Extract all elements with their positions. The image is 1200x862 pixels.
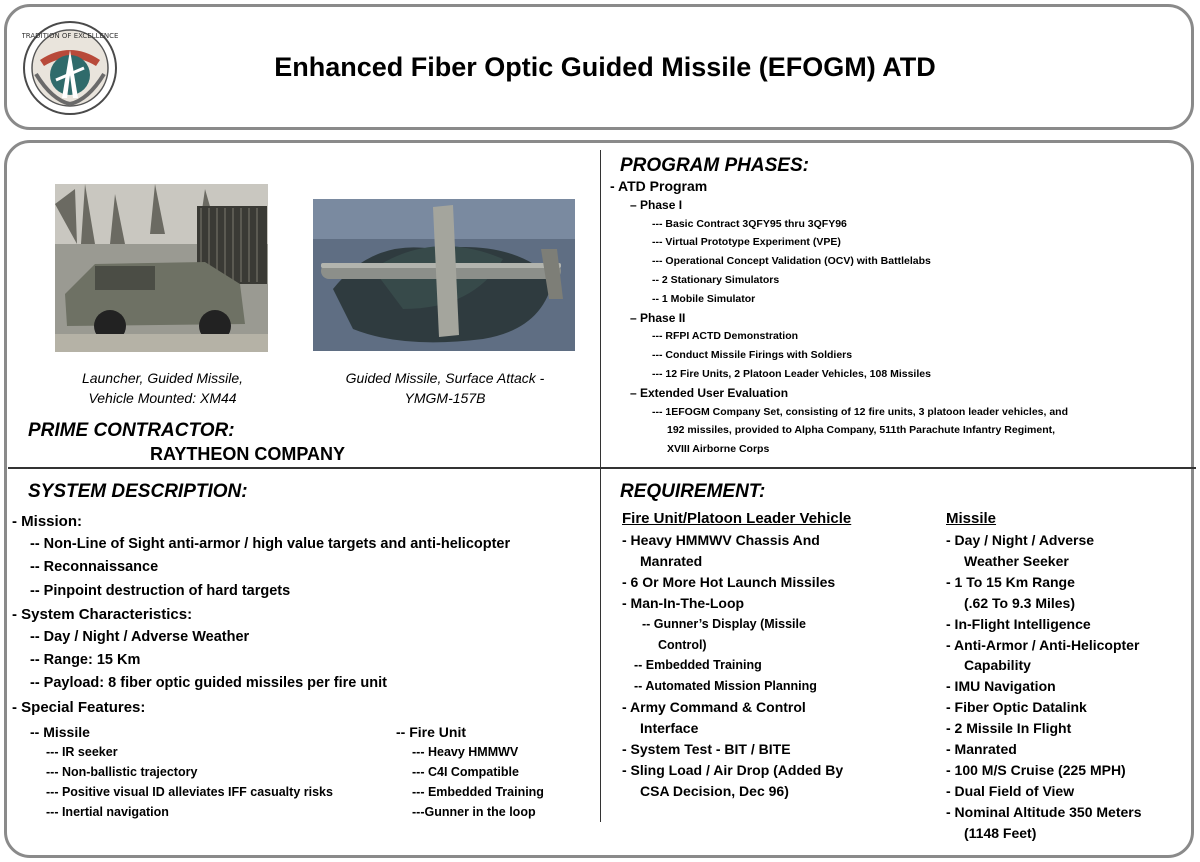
missile-requirement-item: (1148 Feet) (964, 824, 1037, 841)
page-title: Enhanced Fiber Optic Guided Missile (EFOGM) ATD (274, 52, 936, 82)
missile-requirement-item: - Day / Night / Adverse (946, 532, 1095, 548)
vertical-divider (600, 150, 601, 822)
fire-unit-requirement-item: - Sling Load / Air Drop (Added By (622, 761, 844, 778)
program-phase-item: --- Conduct Missile Firings with Soldiers (652, 349, 853, 362)
fire-unit-requirement-item: -- Gunner’s Display (Missile (642, 616, 806, 631)
program-phase-item: --- 1EFOGM Company Set, consisting of 12 fire units, 3 platoon leader vehicles, and (652, 405, 1068, 418)
missile-requirement-item: - 1 To 15 Km Range (946, 573, 1075, 590)
missile-photo (313, 199, 575, 351)
fire-unit-requirement-item: - System Test - BIT / BITE (622, 741, 791, 758)
prime-contractor-name: RAYTHEON COMPANY (150, 444, 346, 464)
program-phase-item: --- Operational Concept Validation (OCV) with Battlelabs (652, 255, 931, 268)
program-phase-item: -- 1 Mobile Simulator (652, 292, 756, 305)
missile-requirement-item: - Dual Field of View (946, 782, 1075, 799)
missile-caption (310, 368, 580, 408)
fire-unit-heading: Fire Unit/Platoon Leader Vehicle (622, 510, 852, 527)
fire-unit-requirement-item: Control) (658, 637, 707, 652)
fire-unit-requirement-item: - Man-In-The-Loop (622, 594, 745, 611)
fire-unit-feature-item: --- C4I Compatible (412, 765, 519, 779)
system-description-item: - System Characteristics: (12, 605, 193, 623)
fire-unit-feature-item: --- Embedded Training (412, 785, 544, 799)
requirement-heading: REQUIREMENT: (620, 481, 766, 502)
fire-unit-feature-item: --- Heavy HMMWV (412, 745, 519, 759)
fire-unit-requirement-item: -- Embedded Training (634, 658, 762, 673)
missile-requirement-item: - Anti-Armor / Anti-Helicopter (946, 636, 1140, 653)
missile-requirement-item: - Fiber Optic Datalink (946, 699, 1087, 716)
fire-unit-requirement-item: -- Automated Mission Planning (634, 679, 817, 694)
missile-requirement-item: Weather Seeker (964, 552, 1069, 569)
fire-unit-requirement-item: Interface (640, 720, 699, 737)
program-phase-item: --- Basic Contract 3QFY95 thru 3QFY96 (652, 217, 847, 230)
launcher-caption-line: Vehicle Mounted: XM44 (88, 390, 237, 406)
missile-caption-line: Guided Missile, Surface Attack - (345, 370, 545, 386)
fire-unit-features-list (396, 722, 544, 822)
missile-feature-item: --- Non-ballistic trajectory (46, 765, 198, 779)
fire-unit-feature-item: ---Gunner in the loop (412, 805, 536, 819)
fire-unit-requirement-item: Manrated (640, 552, 703, 569)
missile-requirements-list (946, 530, 1142, 844)
program-phase-item: --- RFPI ACTD Demonstration (652, 330, 799, 343)
program-phase-item: – Extended User Evaluation (630, 385, 789, 400)
program-phase-item: XVIII Airborne Corps (667, 443, 770, 456)
missile-requirements-heading: Missile (946, 510, 997, 527)
missile-feature-item-heading: -- Missile (30, 724, 90, 740)
system-description-item: -- Reconnaissance (30, 559, 159, 576)
fire-unit-requirement-item: - Heavy HMMWV Chassis And (622, 532, 820, 548)
system-description-heading: SYSTEM DESCRIPTION: (28, 481, 248, 502)
missile-requirement-item: - Manrated (946, 741, 1017, 758)
prime-contractor-heading: PRIME CONTRACTOR: (28, 420, 235, 441)
missile-requirement-item: - 2 Missile In Flight (946, 720, 1072, 737)
system-description-item: - Mission: (12, 513, 82, 530)
program-phases-heading: PROGRAM PHASES: (620, 155, 809, 176)
missile-features-list (30, 722, 333, 822)
program-phase-item: -- 2 Stationary Simulators (652, 273, 780, 286)
program-phase-item: – Phase I (630, 197, 683, 212)
system-description-item: -- Range: 15 Km (30, 652, 141, 669)
launcher-caption-line: Launcher, Guided Missile, (81, 370, 244, 386)
horizontal-divider (8, 467, 1196, 469)
system-description-list (12, 510, 510, 719)
launcher-vehicle-photo (55, 184, 268, 352)
missile-requirement-item: - 100 M/S Cruise (225 MPH) (946, 761, 1126, 778)
program-phase-item: – Phase II (630, 310, 686, 325)
missile-feature-item: --- Positive visual ID alleviates IFF casualty risks (46, 785, 333, 799)
system-description-item: -- Payload: 8 fiber optic guided missiles per fire unit (30, 675, 387, 692)
program-phase-item: --- Virtual Prototype Experiment (VPE) (652, 236, 841, 249)
fire-unit-feature-item-heading: -- Fire Unit (396, 724, 466, 740)
system-description-item: -- Non-Line of Sight anti-armor / high value targets and anti-helicopter (30, 536, 511, 553)
program-phase-item: --- 12 Fire Units, 2 Platoon Leader Vehicles, 108 Missiles (652, 367, 931, 380)
fire-unit-requirement-item: - 6 Or More Hot Launch Missiles (622, 573, 836, 590)
missile-requirement-item: (.62 To 9.3 Miles) (964, 594, 1075, 611)
missile-feature-item: --- IR seeker (46, 745, 118, 759)
logo-text: TRADITION OF EXCELLENCE (22, 32, 118, 40)
missile-requirement-item: - IMU Navigation (946, 678, 1056, 695)
system-description-item: -- Pinpoint destruction of hard targets (30, 582, 291, 599)
missile-feature-item: --- Inertial navigation (46, 805, 169, 819)
launcher-caption (40, 368, 285, 408)
missile-requirement-item: - In-Flight Intelligence (946, 615, 1091, 632)
missile-caption-line: YMGM-157B (404, 390, 486, 406)
program-phase-item: 192 missiles, provided to Alpha Company, 511th Parachute Infantry Regiment, (667, 424, 1056, 437)
system-description-item: -- Day / Night / Adverse Weather (30, 629, 250, 646)
fire-unit-requirements-list (622, 530, 843, 802)
missile-requirement-item: - Nominal Altitude 350 Meters (946, 803, 1142, 820)
system-description-item: - Special Features: (12, 698, 146, 716)
fire-unit-requirement-item: - Army Command & Control (622, 699, 806, 716)
missile-requirement-item: Capability (964, 657, 1031, 674)
army-crest-logo (22, 20, 118, 116)
program-phases-list (610, 177, 1068, 459)
fire-unit-requirement-item: CSA Decision, Dec 96) (640, 782, 789, 799)
program-phase-item: - ATD Program (610, 178, 708, 194)
